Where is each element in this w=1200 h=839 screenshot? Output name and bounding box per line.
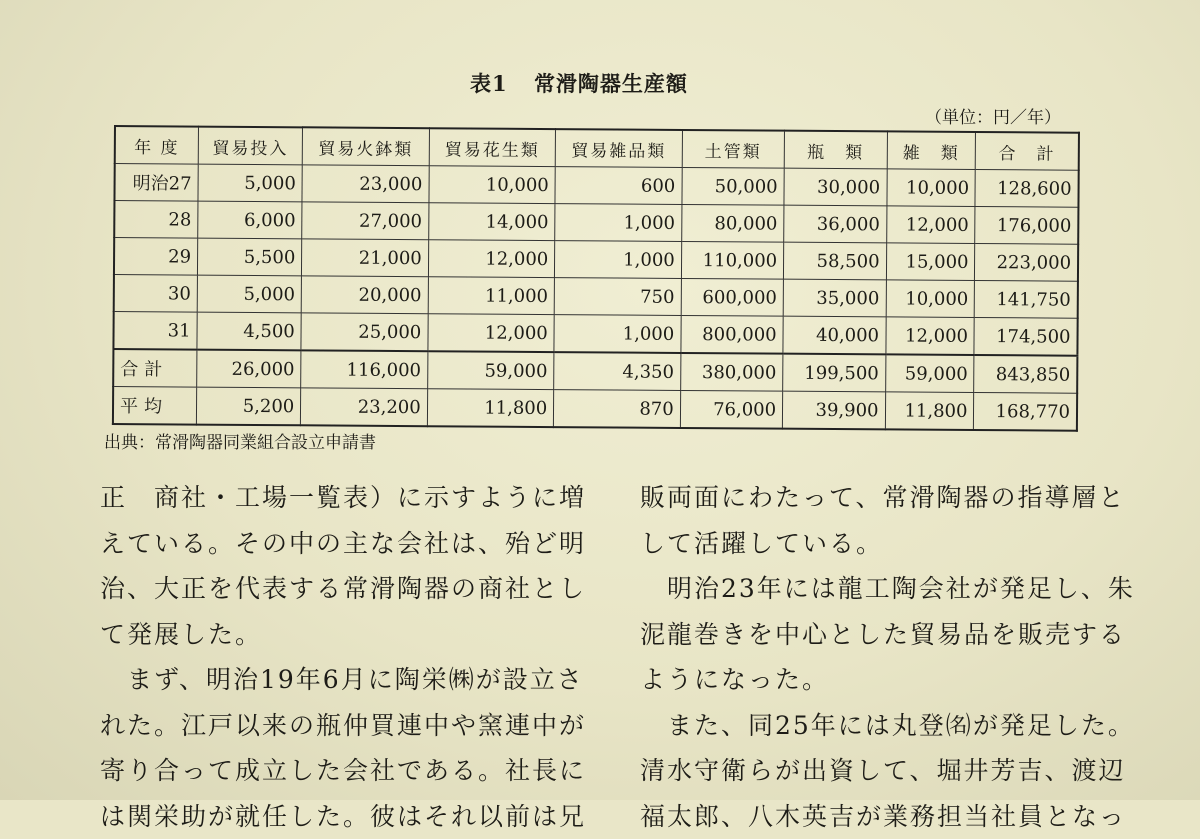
value-cell: 15,000	[886, 243, 975, 281]
year-cell: 29	[114, 238, 198, 276]
value-cell: 168,770	[974, 393, 1077, 431]
header-cell: 貿易火鉢類	[302, 127, 429, 165]
value-cell: 116,000	[301, 350, 428, 388]
text-line: また、同25年には丸登㈴が発足した。	[640, 703, 1110, 749]
value-cell: 4,350	[554, 352, 681, 390]
value-cell: 10,000	[886, 169, 975, 207]
text-line: 寄り合って成立した会社である。社長に	[100, 748, 590, 794]
value-cell: 11,800	[427, 389, 554, 427]
value-cell: 23,200	[301, 388, 428, 426]
value-cell: 10,000	[429, 166, 556, 204]
value-cell: 176,000	[975, 207, 1078, 245]
value-cell: 141,750	[975, 281, 1078, 319]
header-cell: 貿易花生類	[429, 128, 556, 166]
value-cell: 380,000	[680, 353, 783, 391]
table-number: 表1	[470, 71, 508, 96]
value-cell: 128,600	[975, 170, 1078, 208]
value-cell: 843,850	[974, 355, 1077, 393]
text-line: 販両面にわたって、常滑陶器の指導層と	[640, 475, 1110, 521]
value-cell: 11,000	[428, 277, 555, 315]
value-cell: 26,000	[197, 350, 301, 388]
body-column-left	[100, 475, 590, 839]
text-line: えている。その中の主な会社は、殆ど明	[100, 521, 590, 567]
text-line: 泥龍巻きを中心とした貿易品を販売する	[640, 612, 1110, 658]
value-cell: 870	[554, 390, 681, 428]
value-cell: 50,000	[682, 167, 785, 205]
year-cell: 合計	[113, 349, 197, 387]
year-cell: 30	[114, 275, 198, 313]
text-line: れた。江戸以来の瓶仲買連中や窯連中が	[100, 703, 590, 749]
value-cell: 12,000	[885, 317, 974, 355]
body-column-right	[640, 475, 1110, 839]
value-cell: 36,000	[784, 205, 887, 243]
table-body	[113, 164, 1079, 431]
value-cell: 25,000	[301, 313, 428, 351]
value-cell: 14,000	[428, 203, 555, 241]
value-cell: 600	[555, 167, 682, 205]
value-cell: 12,000	[428, 314, 555, 352]
header-cell: 雑 類	[887, 131, 976, 169]
value-cell: 5,500	[197, 238, 301, 276]
value-cell: 223,000	[975, 244, 1078, 282]
value-cell: 40,000	[783, 316, 886, 354]
value-cell: 1,000	[554, 315, 681, 353]
text-line: ようになった。	[640, 657, 1110, 703]
text-line: て発展した。	[100, 612, 590, 658]
value-cell: 6,000	[198, 201, 302, 239]
value-cell: 1,000	[555, 204, 682, 242]
header-cell: 貿易雑品類	[555, 129, 682, 167]
value-cell: 1,000	[555, 241, 682, 279]
text-line: まず、明治19年6月に陶栄㈱が設立さ	[100, 657, 590, 703]
value-cell: 110,000	[681, 241, 784, 279]
value-cell: 199,500	[783, 354, 886, 392]
table-caption: 常滑陶器生産額	[534, 71, 688, 96]
value-cell: 59,000	[427, 351, 554, 389]
value-cell: 12,000	[428, 240, 555, 278]
value-cell: 23,000	[302, 165, 429, 203]
year-cell: 31	[113, 312, 197, 350]
value-cell: 59,000	[885, 354, 974, 392]
value-cell: 21,000	[302, 239, 429, 277]
header-cell: 年 度	[115, 126, 199, 164]
header-cell: 土管類	[682, 130, 785, 168]
value-cell: 5,000	[197, 275, 301, 313]
value-cell: 35,000	[783, 279, 886, 317]
table-source: 出典：常滑陶器同業組合設立申請書	[104, 428, 376, 453]
value-cell: 30,000	[784, 168, 887, 206]
value-cell: 5,200	[196, 387, 300, 425]
text-line: 福太郎、八木英吉が業務担当社員となっ	[640, 794, 1110, 839]
table-row	[113, 387, 1077, 431]
value-cell: 4,500	[197, 312, 301, 350]
value-cell: 80,000	[681, 204, 784, 242]
value-cell: 5,000	[198, 164, 302, 202]
text-line: 治、大正を代表する常滑陶器の商社とし	[100, 566, 590, 612]
table-title	[470, 68, 688, 98]
value-cell: 11,800	[885, 392, 974, 430]
header-cell: 瓶 類	[784, 131, 887, 169]
value-cell: 750	[554, 278, 681, 316]
unit-note: （単位：円／年）	[925, 103, 1061, 128]
header-cell: 合 計	[976, 132, 1079, 170]
value-cell: 20,000	[301, 276, 428, 314]
value-cell: 12,000	[886, 206, 975, 244]
production-table	[112, 125, 1080, 432]
value-cell: 76,000	[680, 390, 783, 428]
value-cell: 27,000	[302, 202, 429, 240]
text-line: して活躍している。	[640, 521, 1110, 567]
header-cell: 貿易投入	[198, 127, 302, 165]
value-cell: 600,000	[681, 278, 784, 316]
value-cell: 39,900	[782, 391, 885, 429]
text-line: 明治23年には龍工陶会社が発足し、朱	[640, 566, 1110, 612]
year-cell: 平均	[113, 387, 197, 425]
year-cell: 28	[114, 201, 198, 239]
value-cell: 174,500	[974, 318, 1077, 356]
text-line: は関栄助が就任した。彼はそれ以前は兄	[100, 794, 590, 839]
text-line: 正 商社・工場一覧表）に示すように増	[100, 475, 590, 521]
year-cell: 明治27	[114, 164, 198, 202]
value-cell: 10,000	[886, 280, 975, 318]
value-cell: 58,500	[784, 242, 887, 280]
text-line: 清水守衛らが出資して、堀井芳吉、渡辺	[640, 748, 1110, 794]
value-cell: 800,000	[681, 315, 784, 353]
